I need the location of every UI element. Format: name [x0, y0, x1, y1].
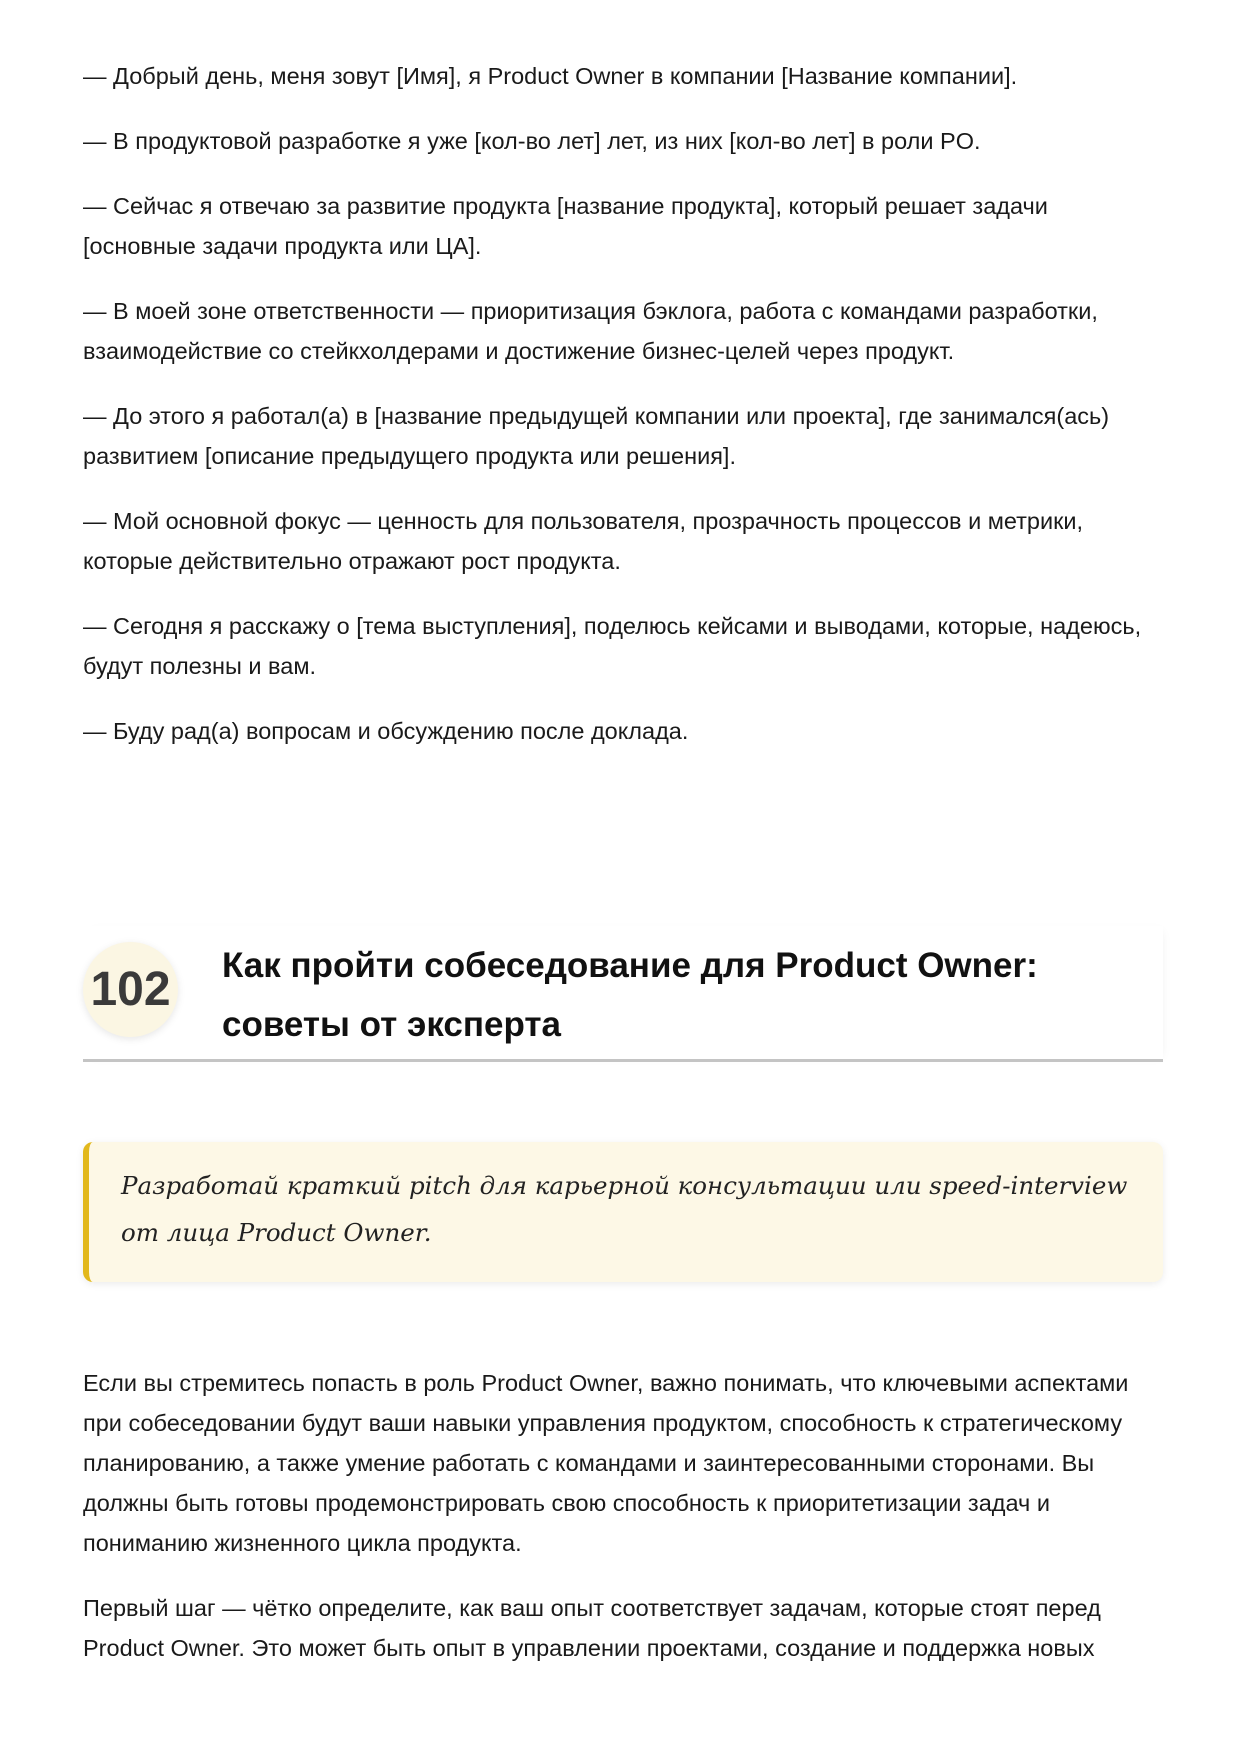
section-number-badge: 102: [83, 942, 178, 1037]
intro-line: — В моей зоне ответственности — приоритизация бэклога, работа с командами разработки, взаимодействие со стейкхолдерами и достижение бизнес-целей через продукт.: [83, 298, 1098, 364]
section-title-line-2: советы от эксперта: [222, 1005, 562, 1044]
body-paragraph: Если вы стремитесь попасть в роль Product Owner, важно понимать, что ключевыми аспектами при собеседовании будут ваши навыки управления продуктом, способность к стратегическому планированию, а также умение работать с командами и заинтересованными сторонами. Вы должны быть готовы продемонстрировать свою способность к приоритетизации задач и пониманию жизненного цикла продукта.: [83, 1370, 1129, 1556]
intro-line: — Добрый день, меня зовут [Имя], я Product Owner в компании [Название компании].: [83, 63, 1018, 89]
section-title: [222, 936, 1142, 1054]
intro-script: [83, 56, 1163, 776]
intro-line: — Мой основной фокус — ценность для пользователя, прозрачность процессов и метрики, которые действительно отражают рост продукта.: [83, 508, 1084, 574]
callout-text: Разработай краткий pitch для карьерной консультации или speed-interview от лица Product Owner.: [121, 1171, 1128, 1247]
intro-line: — Буду рад(а) вопросам и обсуждению после доклада.: [83, 718, 689, 744]
section-header: [83, 926, 1163, 1062]
intro-line: — До этого я работал(а) в [название предыдущей компании или проекта], где занимался(ась) развитием [описание предыдущего продукта или решения].: [83, 403, 1110, 469]
article-body: [83, 1363, 1163, 1693]
body-paragraph: Первый шаг — чётко определите, как ваш опыт соответствует задачам, которые стоят перед Product Owner. Это может быть опыт в управлении проектами, создание и поддержка новых: [83, 1595, 1101, 1661]
intro-line: — В продуктовой разработке я уже [кол-во лет] лет, из них [кол-во лет] в роли PO.: [83, 128, 981, 154]
intro-line: — Сейчас я отвечаю за развитие продукта [название продукта], который решает задачи [основные задачи продукта или ЦА].: [83, 193, 1048, 259]
intro-line: — Сегодня я расскажу о [тема выступления], поделюсь кейсами и выводами, которые, надеюсь, будут полезны и вам.: [83, 613, 1142, 679]
section-title-line-1: Как пройти собеседование для Product Owner:: [222, 946, 1038, 985]
prompt-callout: [83, 1142, 1163, 1282]
